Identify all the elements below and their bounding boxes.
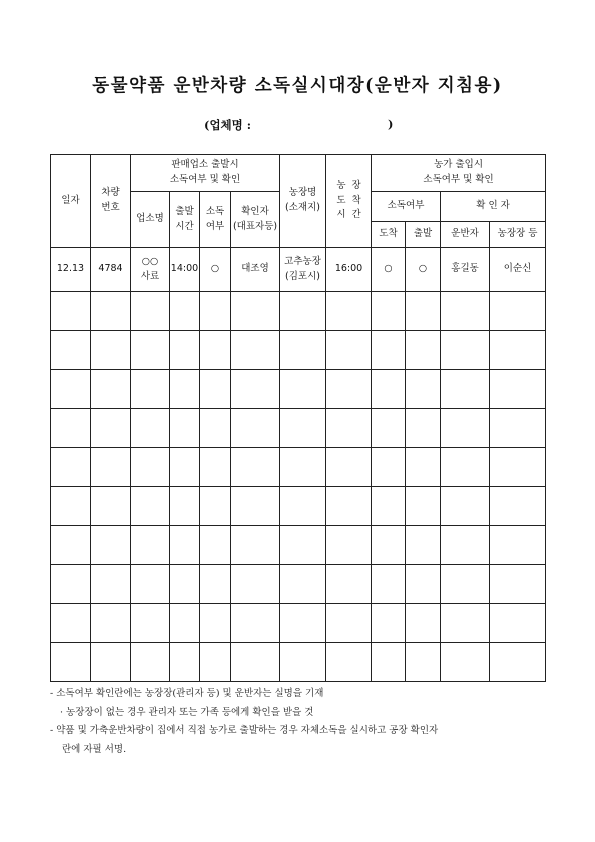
- empty-cell: [91, 604, 131, 643]
- cell-confirmer: 대조영: [231, 248, 280, 292]
- empty-cell: [406, 409, 441, 448]
- empty-cell: [372, 604, 406, 643]
- empty-cell: [170, 526, 200, 565]
- empty-cell: [280, 526, 326, 565]
- empty-cell: [490, 448, 546, 487]
- empty-cell: [490, 565, 546, 604]
- company-label: (업체명 :: [204, 118, 252, 132]
- note-4: 란에 자필 서명.: [62, 743, 127, 755]
- empty-cell: [406, 370, 441, 409]
- empty-cell: [490, 526, 546, 565]
- header-arrival-time: 농 장 도 착 시 간: [326, 155, 372, 248]
- empty-cell: [200, 409, 231, 448]
- empty-cell: [490, 409, 546, 448]
- empty-cell: [326, 448, 372, 487]
- header-disinfect: 소독 여부: [200, 192, 231, 248]
- empty-cell: [280, 487, 326, 526]
- empty-row: [51, 565, 546, 604]
- empty-cell: [441, 643, 490, 682]
- note-1: - 소독여부 확인란에는 농장장(관리자 등) 및 운반자는 실명을 기재: [50, 688, 324, 699]
- empty-cell: [91, 448, 131, 487]
- empty-cell: [51, 565, 91, 604]
- empty-cell: [170, 331, 200, 370]
- empty-cell: [406, 331, 441, 370]
- header-dealer-group: 판매업소 출발시 소독여부 및 확인: [131, 155, 280, 192]
- empty-cell: [200, 331, 231, 370]
- empty-cell: [372, 292, 406, 331]
- empty-row: [51, 331, 546, 370]
- empty-row: [51, 409, 546, 448]
- empty-cell: [170, 643, 200, 682]
- cell-depart-time: 14:00: [170, 248, 200, 292]
- empty-cell: [231, 643, 280, 682]
- empty-cell: [51, 292, 91, 331]
- empty-cell: [131, 448, 170, 487]
- empty-cell: [326, 604, 372, 643]
- empty-cell: [372, 370, 406, 409]
- empty-cell: [200, 370, 231, 409]
- empty-cell: [441, 370, 490, 409]
- empty-cell: [280, 409, 326, 448]
- empty-cell: [372, 487, 406, 526]
- empty-cell: [131, 331, 170, 370]
- empty-cell: [490, 487, 546, 526]
- empty-cell: [231, 331, 280, 370]
- empty-cell: [170, 604, 200, 643]
- empty-cell: [406, 643, 441, 682]
- cell-vehicle-no: 4784: [91, 248, 131, 292]
- empty-cell: [170, 292, 200, 331]
- empty-cell: [326, 331, 372, 370]
- empty-cell: [372, 565, 406, 604]
- empty-cell: [91, 331, 131, 370]
- note-3: - 약품 및 가축운반차량이 집에서 직접 농가로 출발하는 경우 자체소독을 실시하고 공장 확인자: [50, 725, 439, 737]
- empty-cell: [51, 643, 91, 682]
- empty-row: [51, 604, 546, 643]
- empty-row: [51, 292, 546, 331]
- cell-farm-owner: 이순신: [490, 248, 546, 292]
- empty-cell: [490, 292, 546, 331]
- header-carrier: 운반자: [441, 222, 490, 248]
- empty-row: [51, 487, 546, 526]
- empty-cell: [51, 526, 91, 565]
- empty-cell: [231, 487, 280, 526]
- empty-cell: [51, 370, 91, 409]
- empty-cell: [326, 565, 372, 604]
- empty-cell: [170, 370, 200, 409]
- empty-cell: [441, 292, 490, 331]
- header-depart: 출발: [406, 222, 441, 248]
- empty-cell: [200, 292, 231, 331]
- empty-cell: [231, 526, 280, 565]
- empty-cell: [441, 565, 490, 604]
- empty-cell: [131, 370, 170, 409]
- empty-cell: [231, 448, 280, 487]
- empty-cell: [231, 370, 280, 409]
- empty-cell: [51, 604, 91, 643]
- header-confirmer: 확인자 (대표자등): [231, 192, 280, 248]
- empty-cell: [441, 448, 490, 487]
- header-vehicle-no: 차량 번호: [91, 155, 131, 248]
- notes: [50, 685, 550, 759]
- empty-cell: [91, 370, 131, 409]
- empty-cell: [326, 370, 372, 409]
- header-arrive: 도착: [372, 222, 406, 248]
- empty-cell: [91, 565, 131, 604]
- empty-cell: [131, 409, 170, 448]
- empty-cell: [372, 409, 406, 448]
- header-farm-owner: 농장장 등: [490, 222, 546, 248]
- header-confirm: 확 인 자: [441, 192, 546, 222]
- empty-cell: [91, 526, 131, 565]
- header-depart-time: 출발 시간: [170, 192, 200, 248]
- empty-cell: [280, 565, 326, 604]
- cell-disinfect: ○: [200, 248, 231, 292]
- empty-cell: [406, 526, 441, 565]
- empty-cell: [131, 643, 170, 682]
- disinfection-log-table: [50, 154, 546, 682]
- empty-cell: [200, 448, 231, 487]
- empty-row: [51, 643, 546, 682]
- empty-cell: [51, 448, 91, 487]
- header-date: 일자: [51, 155, 91, 248]
- empty-cell: [406, 448, 441, 487]
- empty-cell: [170, 565, 200, 604]
- cell-arrive: ○: [372, 248, 406, 292]
- header-farm-group: 농가 출입시 소독여부 및 확인: [372, 155, 546, 192]
- empty-cell: [200, 526, 231, 565]
- empty-cell: [131, 526, 170, 565]
- empty-row: [51, 448, 546, 487]
- empty-cell: [131, 565, 170, 604]
- empty-cell: [280, 331, 326, 370]
- empty-cell: [231, 604, 280, 643]
- cell-depart: ○: [406, 248, 441, 292]
- company-close-paren: ): [388, 117, 394, 131]
- empty-cell: [91, 409, 131, 448]
- empty-row: [51, 526, 546, 565]
- empty-cell: [490, 643, 546, 682]
- empty-cell: [326, 643, 372, 682]
- header-disinfect-status: 소독여부: [372, 192, 441, 222]
- empty-cell: [231, 292, 280, 331]
- document-title: 동물약품 운반차량 소독실시대장(운반자 지침용): [92, 76, 503, 96]
- note-2: · 농장장이 없는 경우 관리자 또는 가족 등에게 확인을 받을 것: [60, 706, 314, 718]
- cell-arrival-time: 16:00: [326, 248, 372, 292]
- table-row: [51, 248, 546, 292]
- cell-carrier: 홍길동: [441, 248, 490, 292]
- empty-cell: [372, 448, 406, 487]
- empty-cell: [326, 487, 372, 526]
- empty-cell: [51, 331, 91, 370]
- empty-cell: [372, 643, 406, 682]
- empty-cell: [406, 487, 441, 526]
- empty-cell: [51, 409, 91, 448]
- empty-cell: [406, 565, 441, 604]
- empty-cell: [490, 370, 546, 409]
- empty-cell: [372, 526, 406, 565]
- empty-cell: [490, 604, 546, 643]
- empty-cell: [200, 604, 231, 643]
- empty-cell: [91, 643, 131, 682]
- empty-cell: [441, 409, 490, 448]
- empty-cell: [280, 370, 326, 409]
- empty-cell: [131, 292, 170, 331]
- empty-cell: [441, 331, 490, 370]
- empty-cell: [200, 487, 231, 526]
- header-dealer-name: 업소명: [131, 192, 170, 248]
- empty-cell: [280, 604, 326, 643]
- empty-cell: [170, 409, 200, 448]
- empty-cell: [91, 292, 131, 331]
- empty-cell: [131, 604, 170, 643]
- empty-cell: [326, 409, 372, 448]
- empty-cell: [441, 526, 490, 565]
- empty-row: [51, 370, 546, 409]
- empty-cell: [280, 643, 326, 682]
- empty-cell: [170, 448, 200, 487]
- empty-cell: [131, 487, 170, 526]
- empty-cell: [372, 331, 406, 370]
- empty-cell: [280, 448, 326, 487]
- company-name-field: [204, 117, 394, 133]
- empty-cell: [441, 604, 490, 643]
- empty-cell: [231, 409, 280, 448]
- empty-cell: [280, 292, 326, 331]
- empty-cell: [406, 604, 441, 643]
- empty-cell: [170, 487, 200, 526]
- empty-cell: [490, 331, 546, 370]
- empty-cell: [326, 526, 372, 565]
- empty-cell: [326, 292, 372, 331]
- cell-farm-name: 고추농장 (김포시): [280, 248, 326, 292]
- cell-dealer-name: ○○ 사료: [131, 248, 170, 292]
- empty-cell: [51, 487, 91, 526]
- empty-cell: [231, 565, 280, 604]
- cell-date: 12.13: [51, 248, 91, 292]
- empty-cell: [91, 487, 131, 526]
- header-farm-name: 농장명 (소재지): [280, 155, 326, 248]
- empty-cell: [200, 565, 231, 604]
- empty-cell: [441, 487, 490, 526]
- empty-cell: [406, 292, 441, 331]
- empty-cell: [200, 643, 231, 682]
